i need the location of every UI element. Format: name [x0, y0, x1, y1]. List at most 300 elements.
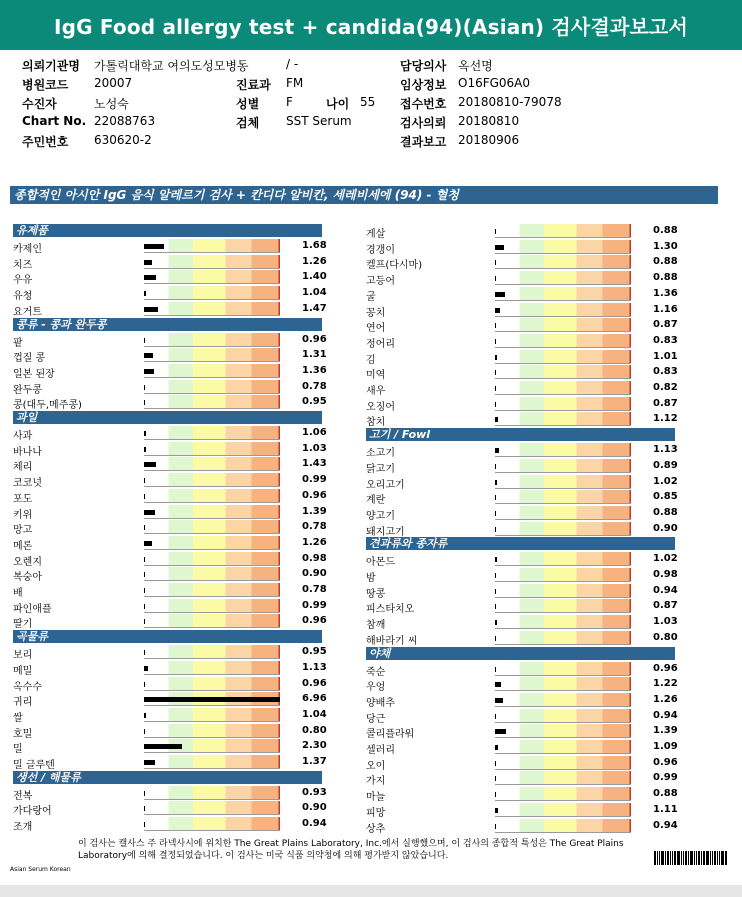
result-row: [13, 645, 333, 660]
result-row: [366, 724, 686, 739]
info-col3-2-label: 접수번호: [400, 97, 447, 111]
level-bar-fill: [495, 464, 496, 469]
level-bar: [144, 380, 280, 394]
category-header: 유제품: [13, 224, 322, 237]
result-value: 0.87: [653, 319, 678, 331]
food-name: 전복: [13, 790, 33, 802]
result-row: [13, 536, 333, 551]
level-bar-fill: [495, 808, 498, 813]
level-bar: [144, 457, 280, 471]
result-row: [366, 584, 686, 599]
result-value: 1.30: [653, 240, 678, 252]
level-bar-fill: [495, 792, 496, 797]
level-bar-fill: [495, 636, 496, 641]
category-header: 곡물류: [13, 630, 322, 643]
result-row: [366, 318, 686, 333]
info-col2-1-value: FM: [286, 76, 304, 90]
food-name: 오이: [366, 760, 386, 772]
food-name: 밀 글루텐: [13, 760, 55, 771]
result-value: 0.94: [653, 819, 678, 831]
level-bar-fill: [495, 308, 500, 313]
barcode-image: [654, 851, 734, 865]
result-value: 0.96: [653, 756, 678, 768]
level-bar: [495, 756, 631, 770]
result-value: 0.88: [653, 272, 678, 284]
level-bar-fill: [144, 338, 145, 343]
info-age-label: 나이: [326, 97, 350, 111]
result-row: [13, 457, 333, 472]
result-row: [13, 520, 333, 535]
result-row: [366, 287, 686, 302]
level-bar-fill: [144, 744, 182, 749]
level-bar-fill: [144, 525, 145, 530]
result-row: [366, 412, 686, 427]
food-name: 죽순: [366, 666, 386, 678]
info-col3-0-value: 옥선명: [458, 59, 493, 73]
food-name: 상추: [366, 823, 386, 835]
result-value: 0.89: [653, 459, 678, 471]
level-bar-fill: [144, 806, 145, 811]
result-value: 0.87: [653, 600, 678, 612]
food-name: 땅콩: [366, 588, 386, 600]
result-value: 0.94: [653, 709, 678, 721]
result-row: [366, 756, 686, 771]
result-value: 1.36: [302, 364, 327, 376]
result-value: 0.80: [302, 724, 327, 736]
food-name: 오리고기: [366, 479, 405, 491]
level-bar: [144, 270, 280, 284]
level-bar-fill: [144, 494, 145, 499]
level-bar: [144, 724, 280, 738]
level-bar-fill: [144, 791, 145, 796]
food-name: 닭고기: [366, 463, 395, 475]
result-value: 1.12: [653, 413, 678, 425]
level-bar: [495, 522, 631, 536]
level-bar-fill: [144, 353, 153, 358]
food-name: 보리: [13, 650, 33, 662]
level-bar: [495, 412, 631, 426]
result-row: [366, 303, 686, 318]
result-row: [13, 677, 333, 692]
level-bar: [495, 443, 631, 457]
category-header: 야채: [366, 647, 675, 660]
food-name: 체리: [13, 462, 33, 474]
level-bar: [495, 350, 631, 364]
food-name: 참치: [366, 417, 386, 429]
level-bar-fill: [144, 697, 280, 702]
food-name: 참깨: [366, 620, 386, 632]
result-value: 1.06: [302, 427, 327, 438]
result-row: [13, 255, 333, 270]
level-bar-fill: [144, 713, 146, 718]
result-row: [366, 224, 686, 239]
info-col3-4-value: 20180906: [458, 133, 520, 147]
food-name: 팥: [13, 337, 23, 349]
food-name: 피스타치오: [366, 604, 415, 616]
info-col2-1-label: 진료과: [236, 78, 271, 92]
level-bar: [495, 271, 631, 285]
level-bar-fill: [495, 698, 503, 703]
info-col3-0-label: 담당의사: [400, 59, 447, 73]
food-name: 계란: [366, 495, 386, 507]
food-name: 딸기: [13, 619, 33, 631]
level-bar-fill: [495, 620, 497, 625]
result-value: 1.16: [653, 303, 678, 315]
info-age-value: 55: [360, 95, 376, 109]
level-bar-fill: [144, 666, 148, 671]
level-bar: [144, 786, 280, 800]
result-value: 0.90: [302, 568, 327, 580]
footer-strip: [0, 885, 742, 897]
level-bar: [144, 333, 280, 347]
level-bar: [144, 505, 280, 519]
result-row: [13, 599, 333, 614]
level-bar-fill: [144, 572, 145, 577]
level-bar: [144, 708, 280, 722]
result-row: [13, 333, 333, 348]
result-value: 0.90: [302, 802, 327, 814]
result-value: 0.94: [302, 818, 327, 830]
level-bar: [144, 364, 280, 378]
result-value: 1.04: [302, 708, 327, 720]
level-bar-fill: [144, 291, 146, 296]
result-value: 1.26: [302, 536, 327, 548]
result-value: 0.88: [653, 788, 678, 800]
level-bar-fill: [144, 369, 154, 374]
result-row: [366, 334, 686, 349]
level-bar-fill: [144, 557, 145, 562]
food-name: 콜리플라워: [366, 729, 415, 741]
result-value: 0.78: [302, 521, 327, 533]
result-value: 0.88: [653, 256, 678, 268]
food-name: 정어리: [366, 338, 395, 350]
result-value: 0.83: [653, 366, 678, 378]
level-bar: [495, 599, 631, 613]
result-value: 0.96: [302, 615, 327, 627]
result-row: [13, 755, 333, 770]
food-name: 치즈: [13, 259, 33, 271]
food-name: 김: [366, 354, 376, 366]
level-bar-fill: [495, 729, 506, 734]
level-bar: [144, 442, 280, 456]
category-header: 콩류 - 콩과 완두콩: [13, 318, 322, 331]
result-row: [366, 568, 686, 583]
food-name: 호밀: [13, 728, 33, 740]
result-row: [366, 740, 686, 755]
result-value: 0.98: [653, 569, 678, 580]
info-col3-4-label: 결과보고: [400, 135, 447, 149]
level-bar-fill: [495, 448, 499, 453]
result-value: 1.31: [302, 349, 327, 361]
level-bar-fill: [495, 323, 496, 328]
result-value: 1.68: [302, 240, 327, 251]
food-name: 망고: [13, 525, 33, 537]
food-name: 콩(대두,메주콩): [13, 400, 82, 412]
food-name: 메론: [13, 540, 33, 552]
result-row: [366, 240, 686, 255]
result-value: 0.99: [302, 474, 327, 486]
food-name: 복숭아: [13, 572, 42, 584]
info-col1-3-value: 22088763: [94, 114, 156, 128]
footer-note: 이 검사는 캘사스 주 라넥사시에 위치한 The Great Plains Laboratory, Inc.에서 실행했으며, 이 검사의 종합적 특성은 The Great Plains Laboratory에 의해 결정되었습니다. 이 검사는 미국 식품 의약청에 의해 평가받지 않았습니다.: [78, 839, 624, 861]
level-bar-fill: [495, 417, 498, 422]
level-bar-fill: [144, 462, 156, 467]
result-row: [366, 381, 686, 396]
level-bar-fill: [495, 245, 504, 250]
food-name: 켈프(다시마): [366, 260, 423, 272]
level-bar-fill: [144, 729, 145, 734]
level-bar-fill: [495, 339, 496, 344]
level-bar-fill: [144, 760, 155, 765]
result-row: [13, 661, 333, 676]
result-value: 0.83: [653, 334, 678, 346]
food-name: 굴: [366, 291, 376, 303]
result-value: 1.13: [653, 444, 678, 456]
result-row: [366, 365, 686, 380]
info-col1-2-value: 노성숙: [94, 97, 129, 111]
level-bar: [495, 631, 631, 645]
level-bar-fill: [495, 355, 497, 360]
level-bar: [144, 614, 280, 628]
level-bar: [495, 787, 631, 801]
result-row: [13, 505, 333, 520]
info-col1-4-value: 630620-2: [94, 133, 152, 147]
level-bar: [495, 240, 631, 254]
category-header: 생선 / 해물류: [13, 771, 322, 784]
level-bar-fill: [144, 431, 146, 436]
result-value: 0.96: [302, 333, 327, 345]
level-bar: [144, 473, 280, 487]
category-header: 고기 / Fowl: [366, 428, 675, 441]
level-bar-fill: [144, 510, 155, 515]
level-bar: [495, 771, 631, 785]
result-row: [13, 552, 333, 567]
result-value: 0.93: [302, 786, 327, 798]
info-col1-0-value: 가톨릭대학교 여의도성모병동: [94, 59, 249, 73]
result-row: [366, 271, 686, 286]
level-bar-fill: [495, 761, 496, 766]
food-name: 바나나: [13, 446, 42, 458]
level-bar: [495, 255, 631, 269]
level-bar-fill: [495, 604, 496, 609]
level-bar-fill: [144, 619, 145, 624]
level-bar: [144, 661, 280, 675]
food-name: 양고기: [366, 510, 395, 522]
food-name: 가지: [366, 776, 386, 788]
result-row: [13, 473, 333, 488]
result-value: 0.88: [653, 506, 678, 518]
level-bar-fill: [144, 604, 145, 609]
food-name: 고등어: [366, 276, 395, 288]
report-title: IgG Food allergy test + candida(94)(Asian) 검사결과보고서: [0, 0, 742, 50]
info-col1-1-value: 20007: [94, 76, 133, 90]
result-row: [13, 489, 333, 504]
result-value: 0.78: [302, 584, 327, 595]
food-name: 사과: [13, 431, 33, 442]
level-bar: [495, 287, 631, 301]
level-bar-fill: [144, 682, 145, 687]
result-value: 0.80: [653, 631, 678, 643]
result-value: 0.96: [302, 489, 327, 501]
food-name: 오징어: [366, 401, 395, 413]
info-col2-2-value: F: [286, 95, 293, 109]
food-name: 완두콩: [13, 384, 42, 396]
result-row: [13, 567, 333, 582]
result-row: [13, 364, 333, 379]
result-row: [13, 708, 333, 723]
result-row: [13, 442, 333, 457]
level-bar-fill: [495, 527, 496, 532]
result-value: 1.37: [302, 756, 327, 767]
result-row: [13, 583, 333, 598]
food-name: 가다랑어: [13, 806, 52, 818]
info-col2-3-label: 검체: [236, 116, 260, 130]
result-row: [366, 709, 686, 724]
result-value: 1.36: [653, 287, 678, 299]
level-bar: [495, 397, 631, 411]
level-bar: [144, 677, 280, 691]
info-col3-1-label: 임상정보: [400, 78, 447, 92]
result-row: [13, 692, 333, 707]
result-value: 1.02: [653, 475, 678, 487]
food-name: 요거트: [13, 306, 42, 318]
level-bar-fill: [144, 385, 145, 390]
footer-label: Asian Serum Korean: [10, 866, 71, 873]
level-bar: [144, 348, 280, 362]
level-bar: [144, 239, 280, 253]
food-name: 유청: [13, 291, 33, 303]
result-row: [13, 786, 333, 801]
level-bar: [495, 318, 631, 332]
level-bar: [495, 490, 631, 504]
level-bar: [495, 662, 631, 676]
level-bar-fill: [144, 541, 152, 546]
level-bar: [144, 645, 280, 659]
level-bar: [144, 395, 280, 409]
level-bar-fill: [144, 400, 145, 405]
food-name: 옥수수: [13, 681, 42, 693]
info-col3-3-label: 검사의뢰: [400, 116, 447, 130]
level-bar-fill: [495, 573, 496, 578]
result-value: 1.26: [653, 693, 678, 705]
level-bar: [495, 506, 631, 520]
level-bar: [144, 739, 280, 753]
result-row: [13, 270, 333, 285]
food-name: 우유: [13, 275, 33, 287]
result-value: 1.03: [302, 442, 327, 454]
food-name: 연어: [366, 323, 386, 335]
result-value: 1.26: [302, 255, 327, 267]
result-row: [366, 662, 686, 677]
level-bar: [144, 426, 280, 440]
food-name: 미역: [366, 370, 386, 382]
result-row: [13, 348, 333, 363]
category-header: 견과류와 종자류: [366, 537, 675, 550]
level-bar: [495, 381, 631, 395]
result-value: 0.85: [653, 491, 678, 503]
result-row: [366, 397, 686, 412]
food-name: 당근: [366, 713, 386, 725]
result-row: [13, 614, 333, 629]
result-row: [366, 443, 686, 458]
level-bar-fill: [495, 229, 496, 234]
result-value: 1.43: [302, 458, 327, 470]
level-bar-fill: [495, 824, 496, 829]
food-name: 경갱이: [366, 244, 395, 256]
food-name: 일본 된장: [13, 368, 55, 380]
food-name: 새우: [366, 386, 386, 397]
food-name: 귀리: [13, 697, 33, 709]
food-name: 게살: [366, 229, 386, 240]
result-value: 0.94: [653, 584, 678, 596]
result-value: 1.39: [302, 505, 327, 517]
result-row: [366, 819, 686, 834]
food-name: 돼지고기: [366, 526, 405, 538]
level-bar-fill: [144, 822, 145, 827]
result-value: 6.96: [302, 693, 327, 705]
level-bar: [495, 615, 631, 629]
result-value: 0.95: [302, 646, 327, 658]
level-bar: [144, 692, 280, 706]
food-name: 쌀: [13, 712, 23, 724]
level-bar-fill: [495, 682, 501, 687]
food-name: 조개: [13, 822, 33, 834]
result-row: [366, 803, 686, 818]
result-row: [366, 522, 686, 537]
result-value: 1.01: [653, 350, 678, 362]
level-bar-fill: [495, 480, 497, 485]
level-bar: [144, 583, 280, 597]
level-bar: [495, 459, 631, 473]
level-bar: [144, 599, 280, 613]
food-name: 포도: [13, 493, 33, 505]
food-name: 소고기: [366, 448, 395, 460]
level-bar-fill: [495, 260, 496, 265]
food-name: 메밀: [13, 665, 33, 677]
level-bar: [495, 724, 631, 738]
result-row: [366, 475, 686, 490]
info-col1-2-label: 수진자: [22, 97, 57, 111]
info-col3-3-value: 20180810: [458, 114, 520, 128]
level-bar: [495, 693, 631, 707]
food-name: 껍질 콩: [13, 353, 46, 365]
food-name: 피망: [366, 807, 386, 819]
food-name: 양배추: [366, 697, 395, 709]
level-bar: [144, 801, 280, 815]
result-row: [366, 631, 686, 646]
result-value: 0.78: [302, 380, 327, 392]
food-name: 카제인: [13, 244, 42, 255]
result-value: 1.39: [653, 725, 678, 737]
result-value: 1.02: [653, 553, 678, 565]
food-name: 우엉: [366, 682, 386, 694]
info-col3-2-value: 20180810-79078: [458, 95, 562, 109]
result-row: [366, 255, 686, 270]
result-value: 1.13: [302, 661, 327, 673]
food-name: 꽁치: [366, 307, 386, 319]
level-bar-fill: [495, 745, 498, 750]
food-name: 셀러리: [366, 745, 395, 756]
food-name: 밀: [13, 744, 23, 756]
level-bar: [495, 475, 631, 489]
food-name: 아몬드: [366, 557, 395, 569]
level-bar-fill: [495, 495, 496, 500]
result-value: 0.96: [302, 677, 327, 689]
result-row: [13, 302, 333, 317]
food-name: 키위: [13, 509, 33, 521]
result-value: 1.47: [302, 302, 327, 314]
level-bar: [495, 365, 631, 379]
